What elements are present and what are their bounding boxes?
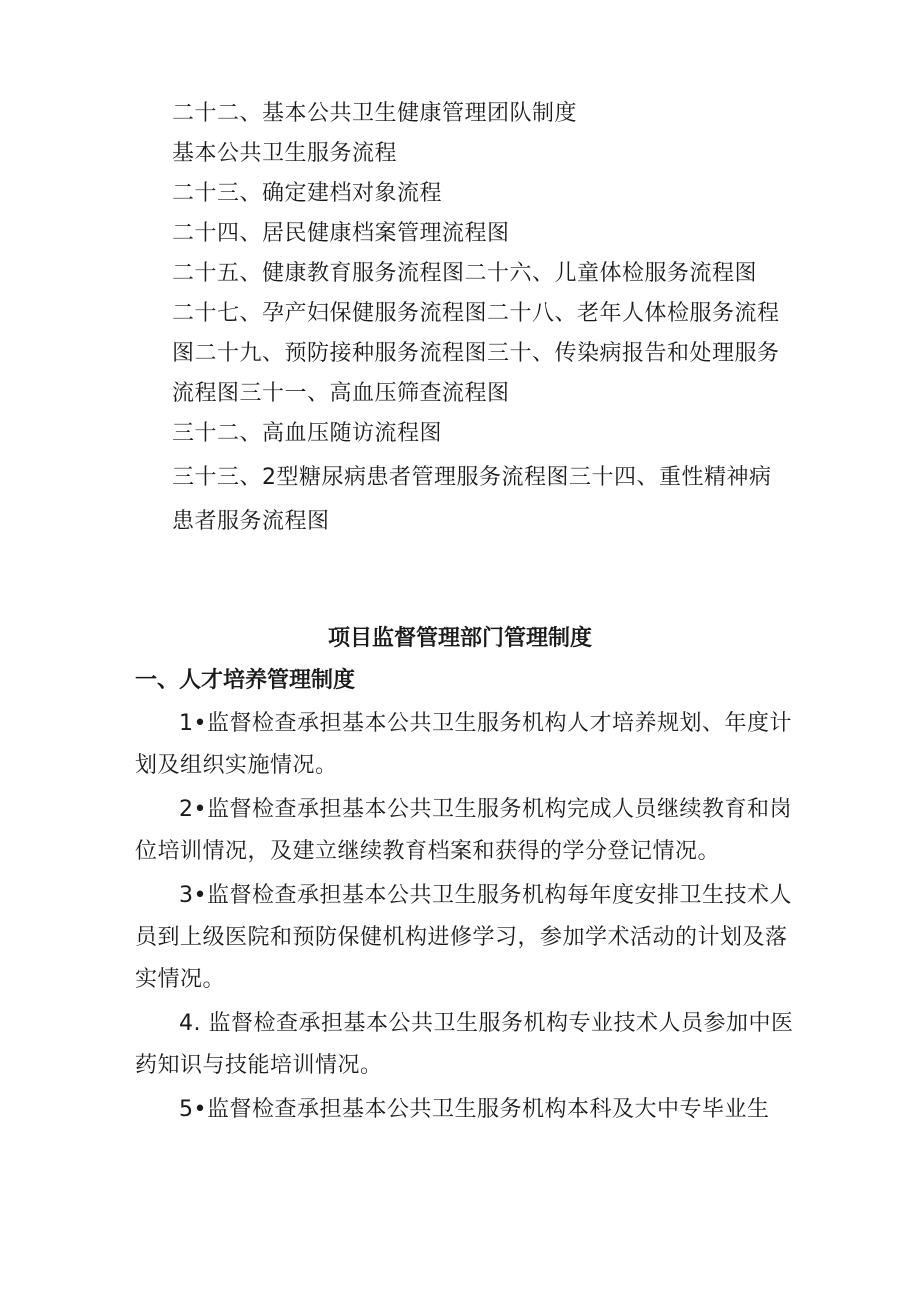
toc-item: 基本公共卫生服务流程 — [172, 141, 398, 166]
paragraph: 3•监督检查承担基本公共卫生服务机构每年度安排卫生技术人员到上级医院和预防保健机构进修学习，参加学术活动的计划及落实情况。 — [135, 883, 792, 992]
paragraph: 2•监督检查承担基本公共卫生服务机构完成人员继续教育和岗位培训情况，及建立继续教育档案和获得的学分登记情况。 — [135, 797, 792, 864]
paragraph: 5•监督检查承担基本公共卫生服务机构本科及大中专毕业生 — [179, 1097, 770, 1122]
toc-item: 二十四、居民健康档案管理流程图 — [172, 221, 510, 246]
toc-item: 二十二、基本公共卫生健康管理团队制度 — [172, 101, 578, 126]
paragraph: 1•监督检查承担基本公共卫生服务机构人才培养规划、年度计划及组织实施情况。 — [135, 711, 792, 778]
toc-item: 三十三、2型糖尿病患者管理服务流程图三十四、重性精神病患者服务流程图 — [172, 465, 772, 534]
toc-item: 二十七、孕产妇保健服务流程图二十八、老年人体检服务流程图二十九、预防接种服务流程图三十、传染病报告和处理服务流程图三十一、高血压筛查流程图 — [172, 301, 780, 406]
sub-heading: 一、人才培养管理制度 — [135, 668, 356, 693]
toc-item: 二十五、健康教育服务流程图二十六、儿童体检服务流程图 — [172, 261, 758, 286]
body-text — [135, 703, 795, 1133]
toc-item: 三十二、高血压随访流程图 — [172, 421, 443, 446]
toc-list — [172, 94, 792, 544]
section-title: 项目监督管理部门管理制度 — [327, 626, 592, 651]
paragraph: 4. 监督检查承担基本公共卫生服务机构专业技术人员参加中医药知识与技能培训情况。 — [135, 1011, 794, 1078]
toc-item: 二十三、确定建档对象流程 — [172, 181, 443, 206]
